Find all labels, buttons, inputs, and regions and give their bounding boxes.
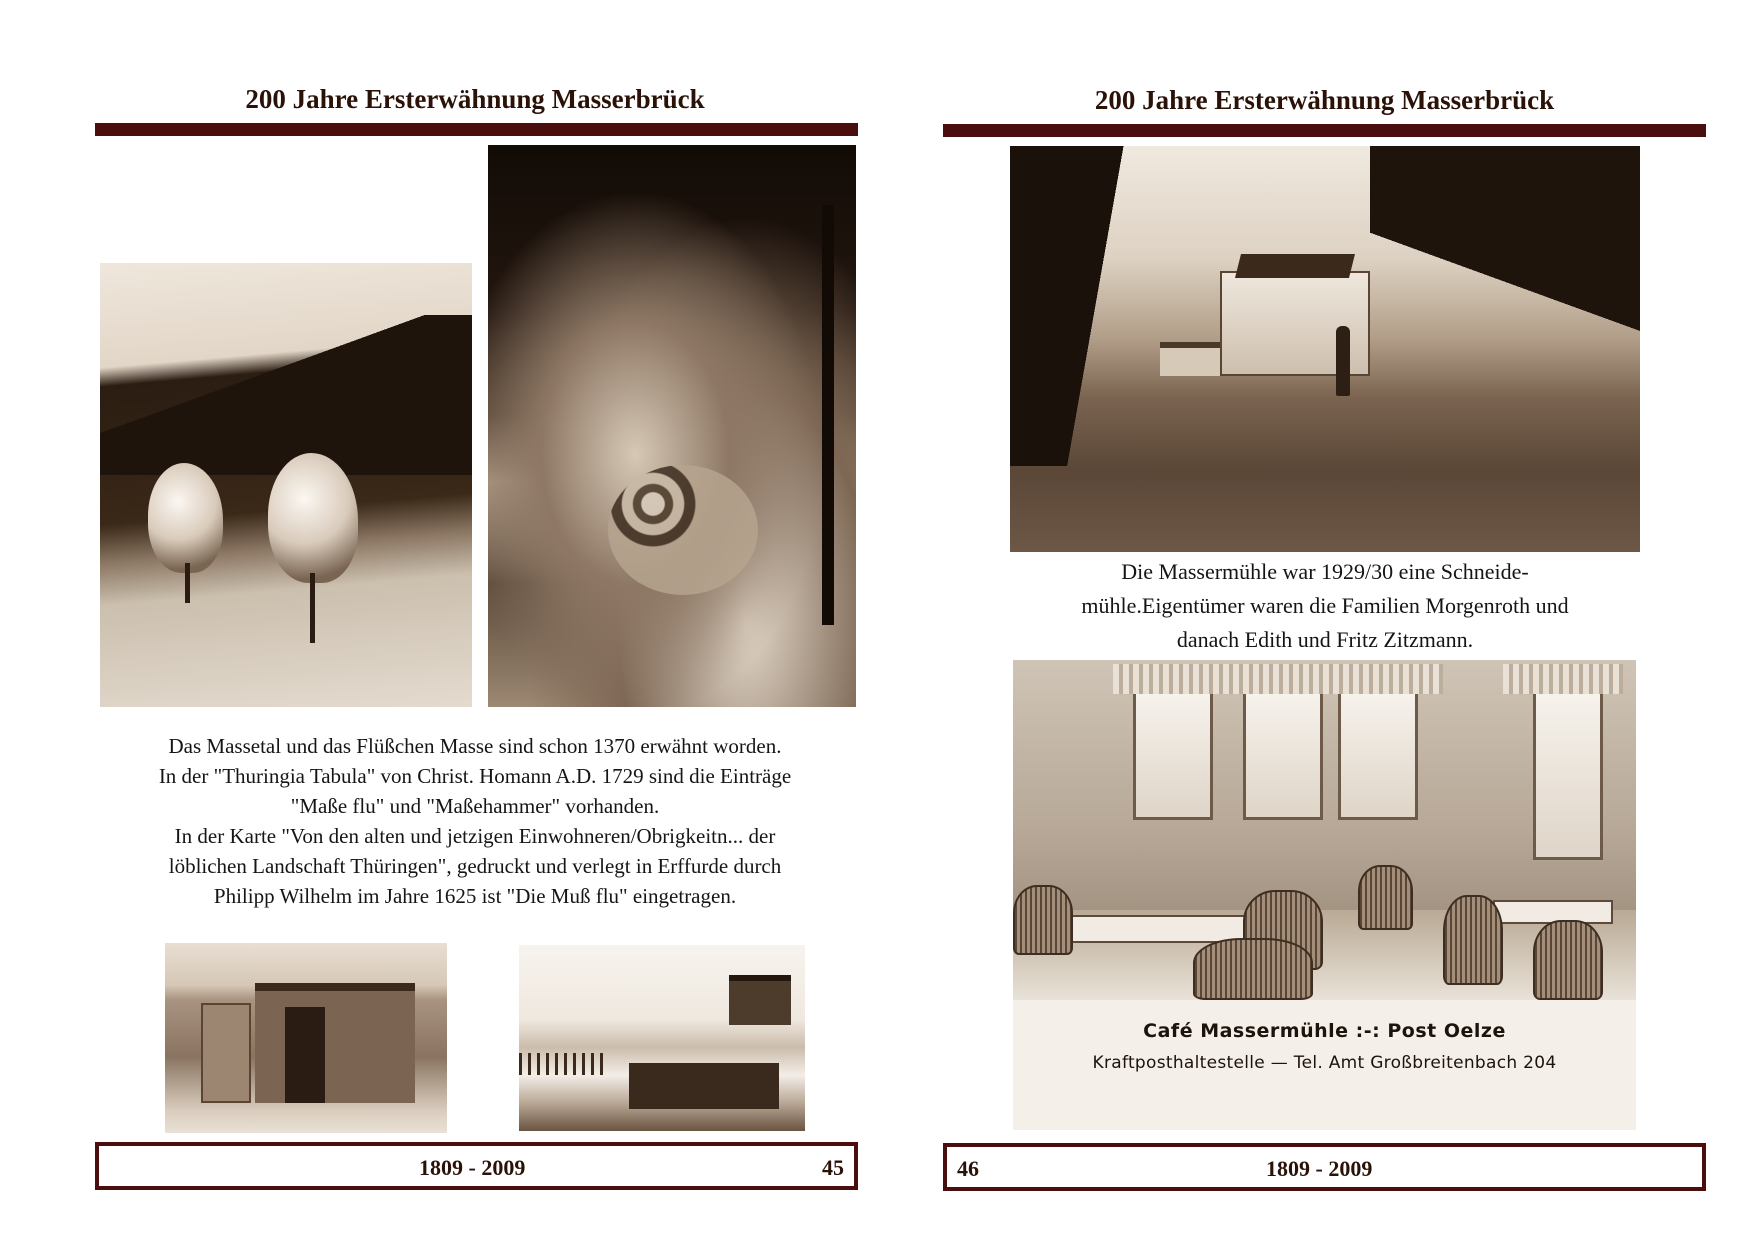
wicker-chair: [1013, 885, 1073, 955]
wicker-chair: [1193, 938, 1313, 1000]
text-line: Philipp Wilhelm im Jahre 1625 ist "Die Muß flu" eingetragen.: [213, 884, 737, 908]
forest-ridge: [100, 315, 472, 475]
wicker-chair: [1443, 895, 1503, 985]
cafe-window: [1243, 690, 1323, 820]
page-number-46: 46: [957, 1156, 979, 1181]
forest-hill: [1370, 146, 1640, 356]
cafe-curtain: [1503, 664, 1623, 694]
trunk-right: [310, 573, 315, 643]
text-line: Das Massetal und das Flüßchen Masse sind schon 1370 erwähnt worden.: [168, 734, 782, 758]
right-footer-years: 1809 - 2009: [1266, 1156, 1373, 1181]
barn: [629, 1063, 779, 1109]
fir-tree: [1010, 146, 1160, 466]
tree-left: [148, 463, 223, 573]
fence: [519, 1053, 609, 1075]
caption-line: Die Massermühle war 1929/30 eine Schneide-: [1121, 559, 1529, 584]
mill-caption: [1000, 555, 1650, 657]
right-page-title: 200 Jahre Ersterwähnung Masserbrück: [1094, 85, 1555, 115]
tree-stem: [822, 205, 834, 625]
cafe-curtain: [1113, 664, 1443, 694]
cafe-window: [1533, 690, 1603, 860]
mill-shed: [1160, 342, 1224, 376]
shed: [255, 983, 415, 1103]
hut: [729, 975, 791, 1025]
winter-photo: [519, 945, 805, 1131]
right-title-rule: [943, 124, 1706, 137]
tree-right: [268, 453, 358, 583]
left-page-title: 200 Jahre Ersterwähnung Masserbrück: [245, 84, 705, 114]
stream-photo: [488, 145, 856, 707]
postcard-title: Café Massermühle :-: Post Oelze: [1143, 1020, 1506, 1042]
stream-rocks: [608, 465, 758, 595]
left-title-rule: [95, 123, 858, 136]
shed-door-open: [201, 1003, 251, 1103]
trunk-left: [185, 563, 190, 603]
mill-roof: [1235, 254, 1355, 278]
text-line: löblichen Landschaft Thüringen", gedruckt und verlegt in Erffurde durch: [168, 854, 782, 878]
shed-photo: [165, 943, 447, 1133]
wicker-chair: [1533, 920, 1603, 1000]
cafe-window: [1338, 690, 1418, 820]
caption-line: danach Edith und Fritz Zitzmann.: [1176, 627, 1474, 652]
massermuehle-photo: [1010, 146, 1640, 552]
standing-man: [1336, 326, 1350, 396]
valley-photo: [100, 263, 472, 707]
left-footer-years: 1809 - 2009: [419, 1155, 526, 1180]
cafe-postcard: [1013, 660, 1636, 1130]
text-line: "Maße flu" und "Maßehammer" vorhanden.: [290, 794, 660, 818]
left-body-text: [90, 731, 860, 911]
cafe-window: [1133, 690, 1213, 820]
text-line: In der "Thuringia Tabula" von Christ. Homann A.D. 1729 sind die Einträge: [158, 764, 792, 788]
wicker-chair: [1358, 865, 1413, 930]
text-line: In der Karte "Von den alten und jetzigen Einwohneren/Obrigkeitn... der: [174, 824, 776, 848]
caption-line: mühle.Eigentümer waren die Familien Morgenroth und: [1081, 593, 1569, 618]
shed-doorway: [285, 1007, 325, 1103]
right-footer: [943, 1143, 1706, 1191]
left-footer: [95, 1142, 858, 1190]
postcard-subtitle: Kraftposthaltestelle — Tel. Amt Großbreitenbach 204: [1092, 1053, 1557, 1073]
page-number-45: 45: [822, 1155, 844, 1180]
